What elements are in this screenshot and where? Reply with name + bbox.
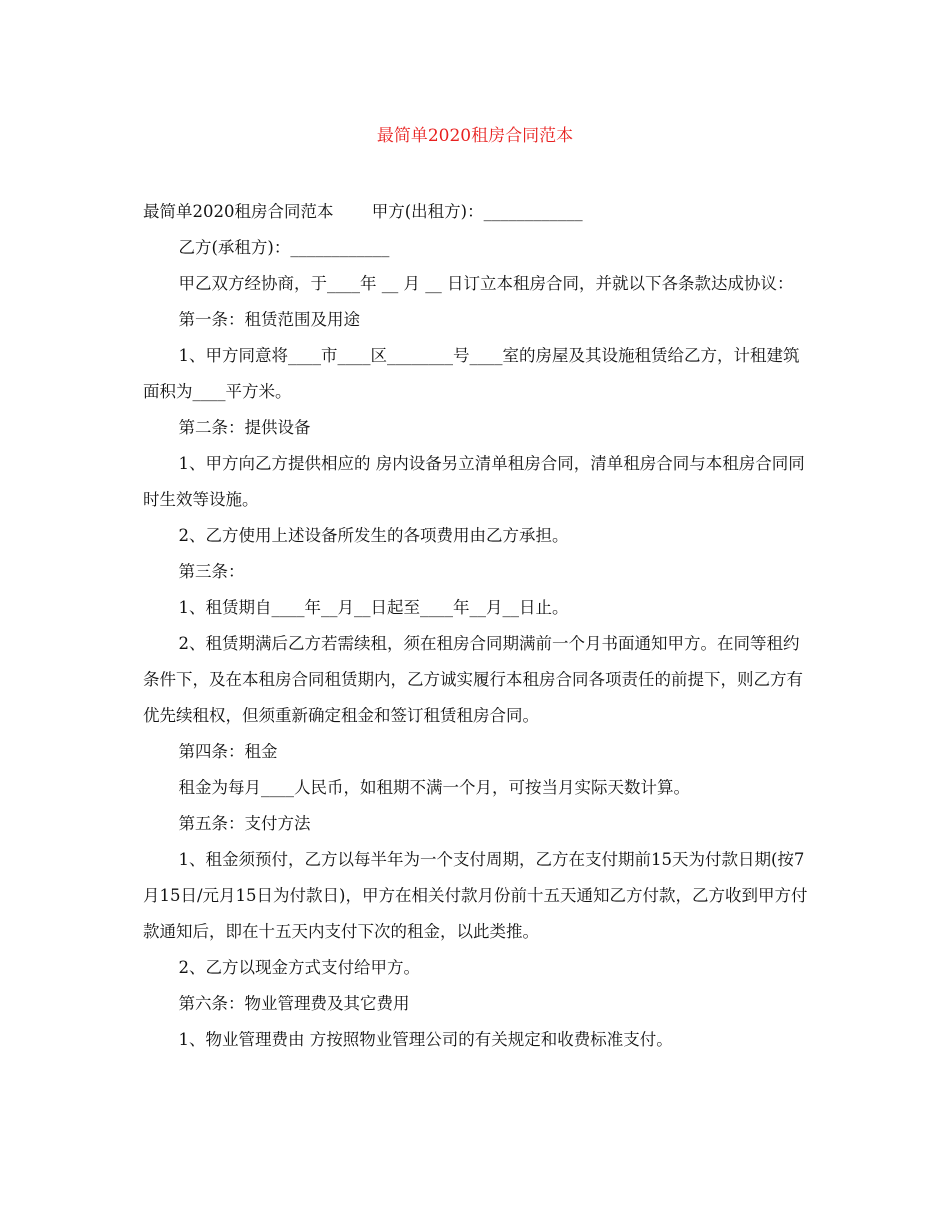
clause-4-body: 租金为每月____人民币，如租期不满一个月，可按当月实际天数计算。 bbox=[178, 778, 690, 797]
paragraph-party-b: 乙方(承租方)：____________ bbox=[178, 238, 390, 257]
paragraph-agreement-intro: 甲乙双方经协商，于____年 __ 月 __ 日订立本租房合同，并就以下各条款达成协议： bbox=[178, 274, 794, 293]
clause-1-heading: 第一条：租赁范围及用途 bbox=[178, 310, 360, 329]
document-title: 最简单2020租房合同范本 bbox=[376, 126, 574, 146]
clause-1-item-1: 1、甲方同意将____市____区________号____室的房屋及其设施租赁给乙方，计租建筑面积为____平方米。 bbox=[143, 346, 800, 401]
clause-5-item-2: 2、乙方以现金方式支付给甲方。 bbox=[178, 958, 420, 977]
clause-6-item-1: 1、物业管理费由 方按照物业管理公司的有关规定和收费标准支付。 bbox=[178, 1030, 673, 1049]
document-body bbox=[143, 194, 808, 1058]
clause-5-heading: 第五条：支付方法 bbox=[178, 814, 311, 833]
clause-4-heading: 第四条：租金 bbox=[178, 742, 278, 761]
clause-2-item-2: 2、乙方使用上述设备所发生的各项费用由乙方承担。 bbox=[178, 526, 569, 545]
paragraph-heading-line: 最简单2020租房合同范本 甲方(出租方)：____________ bbox=[143, 202, 583, 221]
clause-2-heading: 第二条：提供设备 bbox=[178, 418, 311, 437]
clause-3-item-2: 2、租赁期满后乙方若需续租，须在租房合同期满前一个月书面通知甲方。在同等租约条件下，及在本租房合同租赁期内，乙方诚实履行本租房合同各项责任的前提下，则乙方有优先续租权，但须重新确定租金和签订租赁租房合同。 bbox=[143, 634, 803, 725]
clause-2-item-1: 1、甲方向乙方提供相应的 房内设备另立清单租房合同，清单租房合同与本租房合同同时生效等设施。 bbox=[143, 454, 805, 509]
clause-3-item-1: 1、租赁期自____年__月__日起至____年__月__日止。 bbox=[178, 598, 569, 617]
clause-6-heading: 第六条：物业管理费及其它费用 bbox=[178, 994, 410, 1013]
clause-3-heading: 第三条： bbox=[178, 562, 245, 581]
clause-5-item-1: 1、租金须预付，乙方以每半年为一个支付周期，乙方在支付期前15天为付款日期(按7月15日/元月15日为付款日)，甲方在相关付款月份前十五天通知乙方付款，乙方收到甲方付款通知后，即在十五天内支付下次的租金，以此类推。 bbox=[143, 850, 808, 941]
